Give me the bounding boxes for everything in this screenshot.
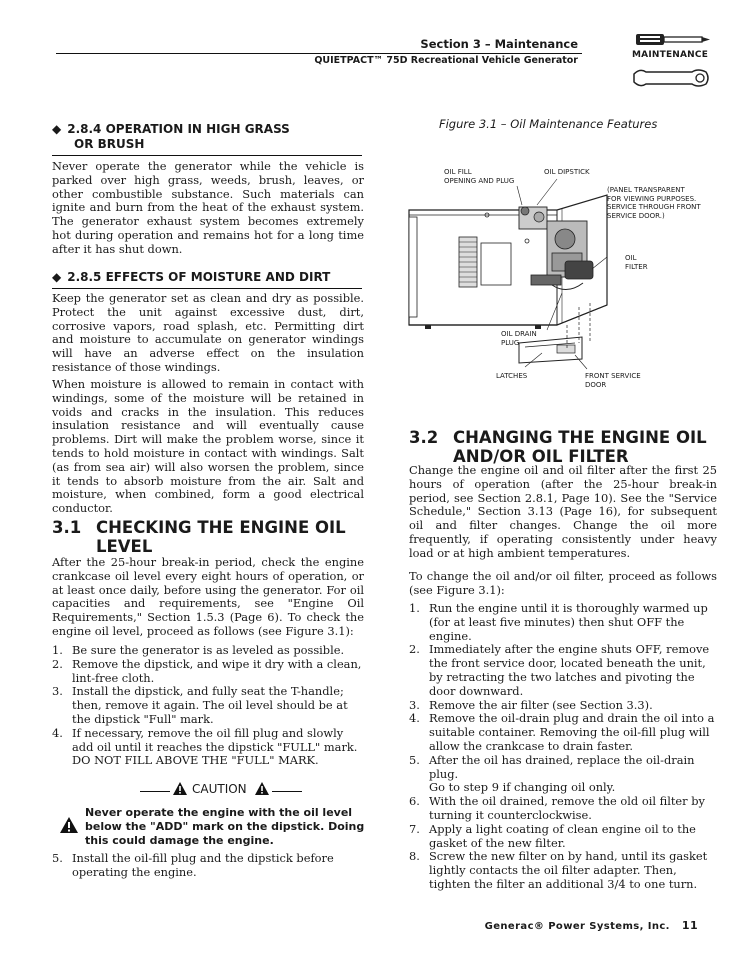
warning-triangle-icon bbox=[172, 781, 188, 796]
list-item: 5. Install the oil-fill plug and the dipstick before operating the engine. bbox=[52, 851, 334, 879]
list-item: 6. With the oil drained, remove the old oil filter by turning it counterclockwise. bbox=[409, 794, 705, 822]
label-oil-dipstick: OIL DIPSTICK bbox=[544, 168, 590, 176]
heading-rule bbox=[52, 155, 362, 156]
footer bbox=[485, 919, 698, 932]
caution-message: Never operate the engine with the oil level below the "ADD" mark on the dipstick. Doing this could damage the engine. bbox=[85, 806, 365, 847]
caution-title: CAUTION bbox=[192, 782, 247, 796]
maintenance-tab-label: MAINTENANCE bbox=[632, 50, 709, 60]
heading-2-8-5: ◆ 2.8.5 EFFECTS OF MOISTURE AND DIRT bbox=[52, 270, 331, 284]
change-oil-steps bbox=[409, 602, 717, 892]
paragraph-moisture-1: Keep the generator set as clean and dry as possible. Protect the unit against excessive dust, dirt, corrosive vapors, road splash, etc. Permitting dirt and moisture to accumulate on generator windings will have an adverse effect on the insulation resistance of those windings. bbox=[52, 291, 364, 374]
paragraph-check-oil-intro: After the 25-hour break-in period, check the engine crankcase oil level every eight hours of operation, or at least once daily, before using the generator. For oil capacities and requirements, see "Engine Oil Requirements," Section 1.5.3 (Page 6). To check the engine oil level, proceed as follows (see Figure 3.1): bbox=[52, 555, 364, 638]
list-item: 5. After the oil has drained, replace the oil-drain plug. bbox=[409, 752, 695, 781]
paragraph-change-oil-intro: Change the engine oil and oil filter after the first 25 hours of operation (after the 25-hour break-in period, see Section 2.8.1, Page 10). See the "Service Schedule," Section 3.13 (Page 16), for subsequent oil and filter changes. Change the oil more frequently, if operating consistently under heavy load or at high ambient temperatures. bbox=[409, 463, 717, 560]
paragraph-high-grass: Never operate the generator while the vehicle is parked over high grass, weeds, brush, leaves, or other combustible substance. Such materials can ignite and burn from the heat of the exhaust system. The generator exhaust system becomes extremely hot during operation and remains hot for a long time after it has shut down. bbox=[52, 159, 364, 256]
list-item: 8. Screw the new filter on by hand, until its gasket lightly contacts the oil filter adapter. Then, tighten the filter an additional 3/4 to one turn. bbox=[409, 849, 708, 891]
heading-2-8-4: ◆ 2.8.4 OPERATION IN HIGH GRASS OR BRUSH bbox=[52, 122, 290, 151]
list-item: 1. Be sure the generator is as leveled as possible. bbox=[52, 643, 345, 657]
diamond-bullet-icon: ◆ bbox=[52, 122, 62, 136]
header-section-title: Section 3 – Maintenance bbox=[420, 37, 578, 51]
page-number: 11 bbox=[681, 919, 698, 932]
warning-triangle-icon bbox=[59, 816, 79, 834]
label-latches: LATCHES bbox=[496, 372, 528, 380]
list-item: 4. Remove the oil-drain plug and drain the oil into a suitable container. Removing the oil-fill plug will allow the crankcase to drain faster. bbox=[409, 711, 715, 753]
list-item: 3. Install the dipstick, and fully seat the T-handle; then, remove it again. The oil level should be at the dipstick "Full" mark. bbox=[52, 684, 348, 726]
list-item: Go to step 9 if changing oil only. bbox=[429, 780, 616, 795]
list-item: 7. Apply a light coating of clean engine oil to the gasket of the new filter. bbox=[409, 821, 696, 850]
label-front-service-door: FRONT SERVICE DOOR bbox=[585, 372, 641, 389]
caution-banner bbox=[140, 781, 330, 801]
heading-rule bbox=[52, 288, 362, 289]
header-product-title: QUIETPACT™ 75D Recreational Vehicle Generator bbox=[314, 55, 578, 66]
check-oil-step-5 bbox=[52, 852, 364, 880]
list-item: 1. Run the engine until it is thoroughly warmed up (for at least five minutes) then shut OFF the engine. bbox=[409, 601, 708, 643]
diamond-bullet-icon: ◆ bbox=[52, 270, 62, 284]
label-panel-transparent: (PANEL TRANSPARENT FOR VIEWING PURPOSES. SERVICE THROUGH FRONT SERVICE DOOR.) bbox=[607, 186, 701, 220]
list-item: 2. Immediately after the engine shuts OFF, remove the front service door, located beneath the unit, by retracting the two latches and pivoting the door downward. bbox=[409, 642, 710, 698]
heading-3-1: 3.1 CHECKING THE ENGINE OIL LEVEL bbox=[52, 518, 346, 556]
paragraph-change-oil-lead: To change the oil and/or oil filter, proceed as follows (see Figure 3.1): bbox=[409, 569, 717, 597]
paragraph-moisture-2: When moisture is allowed to remain in contact with windings, some of the moisture will be retained in voids and cracks in the insulation. This reduces insulation resistance and will eventually cause problems. Dirt will make the problem worse, since it tends to hold moisture in contact with windings. Salt (as from sea air) will also worsen the problem, since it tends to absorb moisture from the air. Salt and moisture, when combined, form a good electrical conductor. bbox=[52, 377, 364, 516]
label-oil-filter: OIL FILTER bbox=[625, 254, 648, 271]
check-oil-steps bbox=[52, 644, 364, 768]
footer-company: Generac® Power Systems, Inc. bbox=[484, 921, 670, 932]
figure-caption: Figure 3.1 – Oil Maintenance Features bbox=[439, 117, 658, 131]
heading-3-2: 3.2 CHANGING THE ENGINE OIL AND/OR OIL FILTER bbox=[409, 428, 707, 466]
list-item: 4. If necessary, remove the oil fill plug and slowly add oil until it reaches the dipstick "FULL" mark. DO NOT FILL ABOVE THE "FULL" MARK. bbox=[52, 725, 358, 768]
list-item: 2. Remove the dipstick, and wipe it dry with a clean, lint-free cloth. bbox=[52, 656, 362, 685]
list-item: 3. Remove the air filter (see Section 3.3). bbox=[409, 697, 653, 712]
warning-triangle-icon bbox=[254, 781, 270, 796]
label-oil-fill: OIL FILL OPENING AND PLUG bbox=[444, 168, 515, 185]
header-rule bbox=[56, 53, 582, 54]
label-oil-drain-plug: OIL DRAIN PLUG bbox=[501, 330, 537, 347]
